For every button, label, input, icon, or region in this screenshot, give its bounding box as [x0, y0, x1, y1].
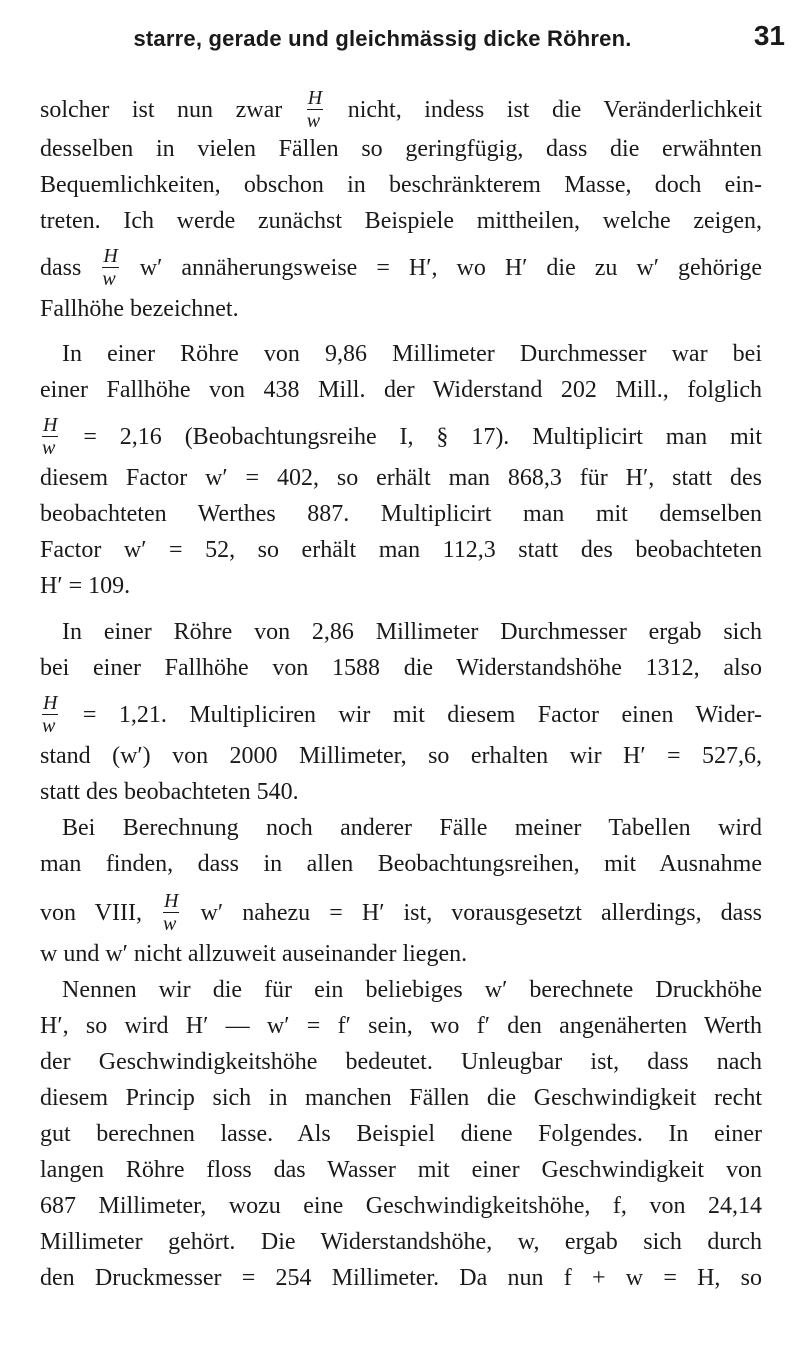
text-line: Bequemlichkeiten, obschon in beschränkterem Masse, doch ein-: [40, 172, 762, 198]
text-line: In einer Röhre von 9,86 Millimeter Durchmesser war bei: [62, 341, 762, 367]
text-line: dass $\frac{H}{w}$ w′ annäherungsweise = H′, wo H′ die zu w′ gehörige: [40, 245, 762, 290]
text-line: diesem Factor w′ = 402, so erhält man 868,3 für H′, statt des: [40, 465, 762, 491]
text-line: $\frac{H}{w}$ = 1,21. Multipliciren wir mit diesem Factor einen Wider-: [42, 692, 762, 737]
text-line: H′ = 109.: [40, 573, 131, 599]
header-title: starre, gerade und gleichmässig dicke Röhren.: [133, 26, 632, 51]
text-line: den Druckmesser = 254 Millimeter. Da nun f + w = H, so: [40, 1265, 762, 1291]
fraction-H-over-w: $\frac{H}{w}$: [42, 692, 58, 737]
text-line: In einer Röhre von 2,86 Millimeter Durchmesser ergab sich: [62, 619, 762, 645]
text-line: w und w′ nicht allzuweit auseinander liegen.: [40, 941, 468, 967]
text-line: einer Fallhöhe von 438 Mill. der Widerstand 202 Mill., folglich: [40, 377, 762, 403]
text-line: Bei Berechnung noch anderer Fälle meiner Tabellen wird: [62, 815, 762, 841]
text-line: statt des beobachteten 540.: [40, 779, 299, 805]
fraction-H-over-w: $\frac{H}{w}$: [42, 414, 58, 459]
text-line: bei einer Fallhöhe von 1588 die Widerstandshöhe 1312, also: [40, 655, 762, 681]
running-header: [40, 20, 785, 54]
text-line: desselben in vielen Fällen so geringfügig, dass die erwähnten: [40, 136, 762, 162]
fraction-H-over-w: $\frac{H}{w}$: [163, 890, 179, 935]
text-line: 687 Millimeter, wozu eine Geschwindigkeitshöhe, f, von 24,14: [40, 1193, 762, 1219]
text-line: Nennen wir die für ein beliebiges w′ berechnete Druckhöhe: [62, 977, 762, 1003]
text-line: H′, so wird H′ — w′ = f′ sein, wo f′ den angenäherten Werth: [40, 1013, 762, 1039]
text-line: Factor w′ = 52, so erhält man 112,3 statt des beobachteten: [40, 537, 762, 563]
text-line: man finden, dass in allen Beobachtungsreihen, mit Ausnahme: [40, 851, 762, 877]
text-line: diesem Princip sich in manchen Fällen die Geschwindigkeit recht: [40, 1085, 762, 1111]
text-line: solcher ist nun zwar $\frac{H}{w}$ nicht, indess ist die Veränderlichkeit: [40, 87, 763, 132]
fraction-H-over-w: $\frac{H}{w}$: [102, 245, 118, 290]
text-line: von VIII, $\frac{H}{w}$ w′ nahezu = H′ ist, vorausgesetzt allerdings, dass: [40, 890, 763, 935]
text-line: der Geschwindigkeitshöhe bedeutet. Unleugbar ist, dass nach: [40, 1049, 762, 1075]
text-line: langen Röhre floss das Wasser mit einer Geschwindigkeit von: [40, 1157, 762, 1183]
text-line: beobachteten Werthes 887. Multiplicirt man mit demselben: [40, 501, 762, 527]
page-number: 31: [753, 20, 785, 51]
text-line: stand (w′) von 2000 Millimeter, so erhalten wir H′ = 527,6,: [40, 743, 762, 769]
fraction-H-over-w: $\frac{H}{w}$: [306, 87, 323, 132]
text-line: Fallhöhe bezeichnet.: [40, 296, 239, 322]
text-line: Millimeter gehört. Die Widerstandshöhe, w, ergab sich durch: [40, 1229, 762, 1255]
text-line: $\frac{H}{w}$ = 2,16 (Beobachtungsreihe I, § 17). Multiplicirt man mit: [42, 414, 762, 459]
text-line: gut berechnen lasse. Als Beispiel diene Folgendes. In einer: [40, 1121, 762, 1147]
text-line: treten. Ich werde zunächst Beispiele mittheilen, welche zeigen,: [40, 208, 762, 234]
